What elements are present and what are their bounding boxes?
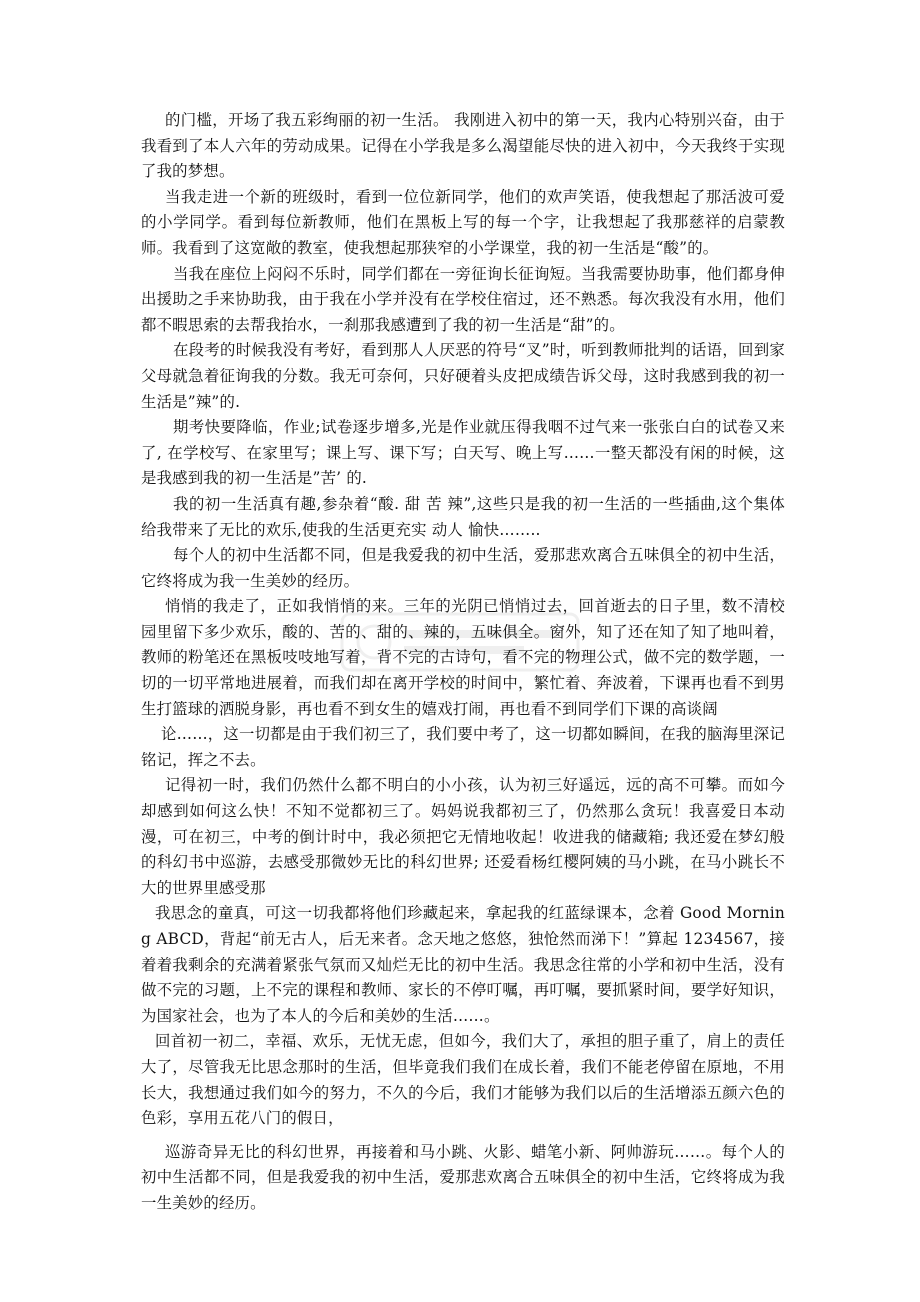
essay-body	[141, 108, 785, 1217]
paragraph: 我的初一生活真有趣,参杂着“酸. 甜 苦 辣”,这些只是我的初一生活的一些插曲,这个集体给我带来了无比的欢乐,使我的生活更充实 动人 愉快……..	[141, 494, 785, 539]
paragraph: 的门槛，开场了我五彩绚丽的初一生活。 我刚进入初中的第一天，我内心特别兴奋，由于我看到了本人六年的劳动成果。记得在小学我是多么渴望能尽快的进入初中，今天我终于实现了我的梦想。	[141, 111, 785, 181]
paragraph: 每个人的初中生活都不同，但是我爱我的初中生活，爱那悲欢离合五味俱全的初中生活，它终将成为我一生美妙的经历。	[141, 546, 785, 590]
paragraph: 当我在座位上闷闷不乐时，同学们都在一旁征询长征询短。当我需要协助事，他们都身伸出援助之手来协助我，由于我在小学并没有在学校住宿过，还不熟悉。每次我没有水用，他们都不暇思索的去帮我抬水，一刹那我感遭到了我的初一生活是“甜”的。	[141, 264, 785, 334]
paragraph: 当我走进一个新的班级时，看到一位位新同学，他们的欢声笑语，使我想起了那活波可爱的小学同学。看到每位新教师，他们在黑板上写的每一个字，让我想起了我那慈祥的启蒙教师。我看到了这宽敞的教室，使我想起那狭窄的小学课堂，我的初一生活是“酸”的。	[141, 187, 785, 257]
paragraph: 悄悄的我走了，正如我悄悄的来。三年的光阴已悄悄过去，回首逝去的日子里，数不清校园里留下多少欢乐，酸的、苦的、甜的、辣的，五味俱全。窗外，知了还在知了知了地叫着，教师的粉笔还在黑板吱吱地写着，背不完的古诗句，看不完的物理公式，做不完的数学题，一切的一切平常地进展着，而我们却在离开学校的时间中，繁忙着、奔波着，下课再也看不到男生打篮球的洒脱身影，再也看不到女生的嬉戏打闹，再也看不到同学们下课的高谈阔	[141, 597, 785, 718]
paragraph: 回首初一初二，幸福、欢乐，无忧无虑，但如今，我们大了，承担的胆子重了，肩上的责任大了，尽管我无比思念那时的生活，但毕竟我们我们在成长着，我们不能老停留在原地，不用长大，我想通过我们如今的努力，不久的今后，我们才能够为我们以后的生活增添五颜六色的色彩，享用五花八门的假日，	[141, 1032, 785, 1128]
paragraph: 巡游奇异无比的科幻世界，再接着和马小跳、火影、蜡笔小新、阿帅游玩……。每个人的初中生活都不同，但是我爱我的初中生活，爱那悲欢离合五味俱全的初中生活，它终将成为我一生美妙的经历。	[141, 1142, 785, 1212]
paragraph: 记得初一时，我们仍然什么都不明白的小小孩，认为初三好遥远，远的高不可攀。而如今却感到如何这么快！不知不觉都初三了。妈妈说我都初三了，仍然那么贪玩！我喜爱日本动漫，可在初三，中考的倒计时中，我必须把它无情地收起！收进我的储藏箱; 我还爱在梦幻般的科幻书中巡游，去感受那微妙无比的科幻世界; 还爱看杨红樱阿姨的马小跳，在马小跳长不大的世界里感受那	[141, 776, 785, 897]
paragraph: 我思念的童真，可这一切我都将他们珍藏起来，拿起我的红蓝绿课本，念着 Good Morning ABCD，背起“前无古人，后无来者。念天地之悠悠，独怆然而涕下！”算起 1234567，接着着我剩余的充满着紧张气氛而又灿烂无比的初中生活。我思念往常的小学和初中生活，没有做不完的习题，上不完的课程和教师、家长的不停叮嘱，再叮嘱，要抓紧时间，要学好知识，为国家社会，也为了本人的今后和美妙的生活……。	[141, 904, 785, 1025]
paragraph: 论……，这一切都是由于我们初三了，我们要中考了，这一切都如瞬间，在我的脑海里深记铭记，挥之不去。	[141, 725, 785, 769]
paragraph: 在段考的时候我没有考好，看到那人人厌恶的符号“叉”时，听到教师批判的话语，回到家父母就急着征询我的分数。我无可奈何，只好硬着头皮把成绩告诉父母，这时我感到我的初一生活是”辣”的.	[141, 341, 785, 411]
paragraph: 期考快要降临，作业;试卷逐步增多,光是作业就压得我咽不过气来一张张白白的试卷又来了, 在学校写、在家里写；课上写、课下写；白天写、晚上写……一整天都没有闲的时候，这是我感到我的初一生活是”苦’ 的.	[141, 418, 785, 488]
